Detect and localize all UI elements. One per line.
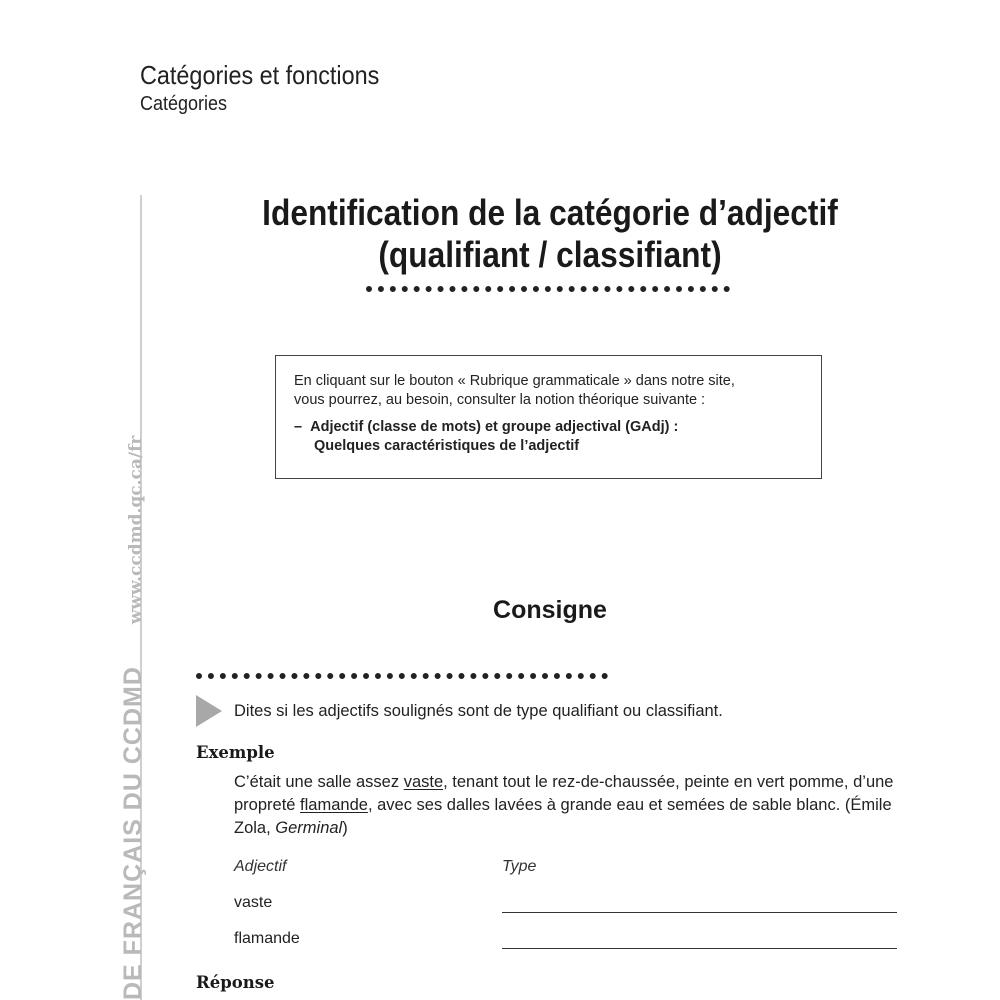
row-adjectif-vaste: vaste [234, 894, 273, 911]
section-subtitle: Catégories [140, 93, 228, 115]
quote-part4: ) [342, 819, 348, 837]
underlined-adjective-vaste: vaste [403, 773, 444, 791]
info-line1: En cliquant sur le bouton « Rubrique grammaticale » dans notre site, [294, 373, 735, 389]
quote-part2: , tenant tout le rez-de-chaussée, peinte en vert pomme, d’une propreté [234, 773, 894, 814]
document-title [224, 192, 875, 276]
underlined-adjective-flamande: flamande [300, 796, 368, 814]
sidebar-brand-text: DE FRANÇAIS DU CCDMD [119, 666, 147, 1000]
bullet-dash: – [294, 419, 303, 435]
play-arrow-icon [196, 695, 222, 727]
quote-part1: C’était une salle assez [234, 773, 404, 791]
column-header-type: Type [502, 858, 537, 875]
info-bullet-line1: Adjectif (classe de mots) et groupe adjectival (GAdj) : [310, 419, 679, 435]
instruction-text: Dites si les adjectifs soulignés sont de type qualifiant ou classifiant. [234, 702, 723, 720]
info-bullet-line2: Quelques caractéristiques de l’adjectif [314, 438, 580, 454]
answer-line-vaste[interactable] [502, 912, 897, 913]
consigne-dotted-divider [196, 673, 608, 679]
section-title: Catégories et fonctions [140, 60, 380, 90]
consigne-heading: Consigne [493, 596, 607, 624]
info-line2: vous pourrez, au besoin, consulter la notion théorique suivante : [294, 392, 706, 408]
info-bullet [294, 418, 803, 456]
sidebar-brand [119, 435, 148, 1000]
column-header-adjectif: Adjectif [234, 858, 287, 875]
row-adjectif-flamande: flamande [234, 930, 300, 947]
example-quote [234, 771, 914, 840]
document-title-line1: Identification de la catégorie d’adjectif [262, 192, 838, 233]
info-box [275, 355, 822, 479]
document-title-line2: (qualifiant / classifiant) [378, 234, 722, 275]
sidebar-url: www.ccdmd.qc.ca/fr [126, 435, 146, 625]
quote-part3: , avec ses dalles lavées à grande eau et semées de sable blanc. (Émile Zola, [234, 796, 892, 837]
title-dotted-divider [366, 286, 730, 298]
exemple-label: Exemple [196, 743, 275, 762]
answer-line-flamande[interactable] [502, 948, 897, 949]
quote-book-title: Germinal [275, 819, 343, 837]
reponse-label: Réponse [196, 973, 275, 992]
